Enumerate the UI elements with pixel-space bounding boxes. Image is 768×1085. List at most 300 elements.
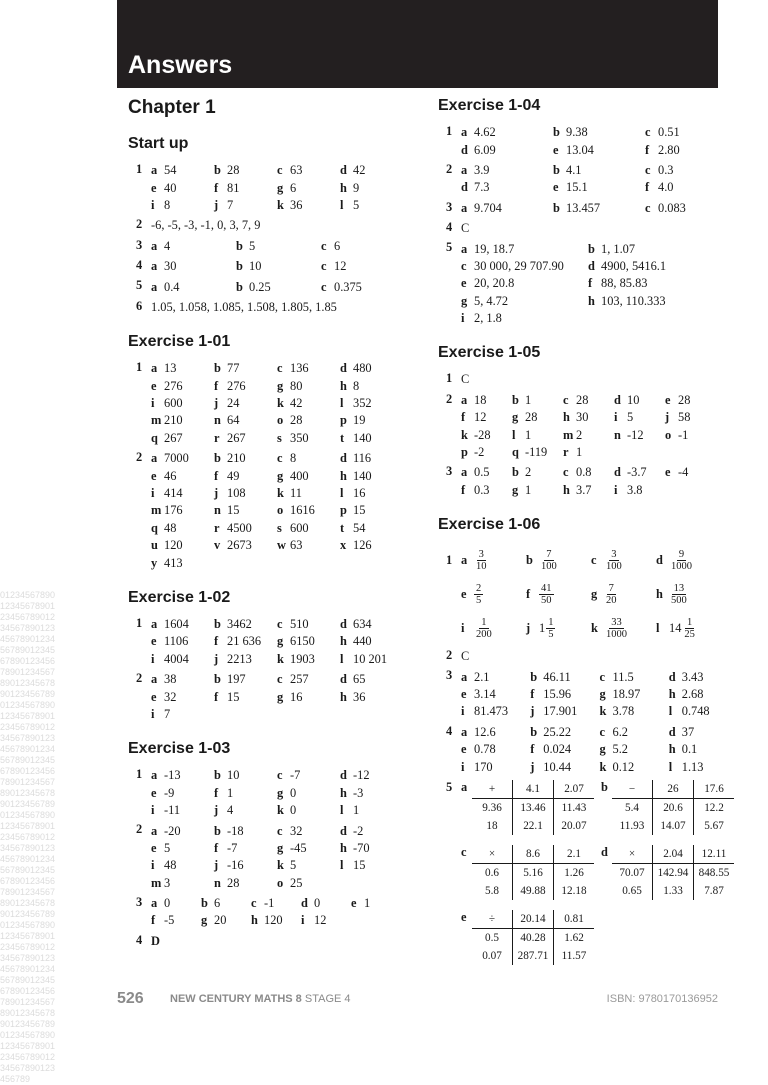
part-label: g — [277, 468, 284, 483]
operation-table — [612, 845, 734, 900]
answer-item — [151, 841, 214, 856]
answer-text: 1.05, 1.058, 1.085, 1.508, 1.805, 1.85 — [151, 299, 337, 314]
question-1 — [438, 124, 738, 159]
table-cell: 1.26 — [554, 863, 595, 882]
answer-item — [151, 259, 236, 274]
part-label: n — [214, 413, 221, 428]
answer-item — [151, 913, 201, 928]
fraction — [474, 617, 494, 640]
answer-row — [461, 258, 738, 275]
part-label: e — [461, 276, 467, 291]
page-title: Answers — [128, 51, 233, 79]
part-label: s — [277, 520, 282, 535]
answer-row — [151, 802, 423, 819]
answer-item — [277, 824, 340, 839]
answer-item — [151, 824, 214, 839]
answer-item — [151, 672, 214, 687]
answer-item — [151, 896, 201, 911]
part-label: g — [201, 913, 208, 928]
answer-row — [461, 200, 738, 217]
answer-item — [669, 760, 738, 775]
question-1 — [128, 767, 423, 819]
part-label: i — [301, 913, 305, 928]
answer-row — [461, 686, 738, 703]
answer-item — [461, 163, 553, 178]
answer-item — [351, 896, 401, 911]
operation-table — [472, 780, 594, 835]
part-value: 3.7 — [576, 482, 592, 497]
part-value: 40 — [164, 180, 177, 195]
part-value: 12.6 — [474, 724, 496, 739]
part-label: a — [151, 896, 158, 911]
part-value: -13 — [164, 768, 181, 783]
answer-row — [461, 293, 738, 310]
part-value: 13 — [164, 361, 177, 376]
answer-item — [645, 163, 737, 178]
answer-item — [151, 181, 214, 196]
part-label: i — [461, 311, 465, 326]
answer-item — [214, 486, 277, 501]
question-number: 3 — [446, 668, 453, 683]
part-value: 4 — [227, 803, 234, 818]
answer-row — [151, 895, 423, 912]
part-label: e — [151, 840, 157, 855]
answer-item — [340, 469, 403, 484]
part-label: l — [668, 704, 673, 719]
answer-item — [588, 259, 715, 274]
part-value: 2, 1.8 — [474, 311, 502, 326]
section-exercise-1-01 — [128, 332, 423, 572]
part-value: 400 — [290, 468, 309, 483]
answer-item — [563, 428, 614, 443]
answer-item — [340, 181, 403, 196]
question-number: 4 — [446, 723, 453, 738]
answer-item — [461, 465, 512, 480]
part-label: k — [461, 427, 468, 442]
table-row — [472, 798, 594, 817]
table-cell: 0.07 — [472, 947, 513, 965]
part-label: h — [340, 785, 347, 800]
answer-row — [461, 668, 738, 685]
table-cell: 848.55 — [694, 863, 735, 882]
question-number: 1 — [136, 767, 143, 782]
part-label: e — [151, 785, 157, 800]
answer-item — [512, 465, 563, 480]
answer-row — [461, 141, 738, 158]
question-2 — [128, 217, 423, 234]
part-label: e — [151, 180, 157, 195]
part-label: a — [151, 823, 158, 838]
part-value: 1 — [364, 896, 371, 911]
answer-item — [151, 858, 214, 873]
part-value: 1 — [525, 392, 532, 407]
page-number: 526 — [117, 990, 144, 1007]
denominator: 200 — [476, 628, 492, 640]
answer-row — [151, 706, 423, 723]
answer-row — [461, 758, 738, 775]
part-label: f — [645, 180, 650, 195]
answer-row — [151, 378, 423, 395]
part-label: b — [236, 279, 243, 294]
answer-row — [151, 875, 423, 892]
part-value: 3.8 — [627, 482, 643, 497]
answer-row — [151, 467, 423, 484]
part-label: f — [214, 785, 219, 800]
part-label: g — [591, 586, 598, 601]
part-label: g — [461, 293, 468, 308]
part-value: 64 — [227, 413, 240, 428]
answer-item — [340, 396, 403, 411]
fraction-answer — [461, 549, 526, 572]
part-value: 510 — [290, 617, 309, 631]
answer-item — [214, 469, 277, 484]
answer-row — [151, 162, 423, 179]
answer-item — [340, 858, 403, 873]
question-4 — [438, 724, 738, 776]
answer-row — [151, 912, 423, 929]
part-label: h — [668, 687, 676, 701]
answer-item — [201, 896, 251, 911]
answer-item — [512, 428, 563, 443]
answer-item — [151, 690, 214, 705]
answer-item — [214, 451, 277, 466]
part-value: 0.4 — [164, 279, 180, 294]
answer-row — [151, 633, 423, 650]
question-number: 2 — [446, 648, 453, 663]
question-number: 3 — [446, 464, 453, 479]
answer-item — [530, 725, 599, 740]
question-number: 5 — [446, 779, 453, 794]
section-exercise-1-06 — [438, 515, 738, 965]
part-value: 8 — [290, 451, 297, 466]
answer-item — [277, 786, 340, 801]
part-label: a — [151, 672, 158, 687]
table-cell: 70.07 — [612, 863, 653, 882]
part-label: s — [277, 430, 282, 445]
part-value: 6 — [214, 896, 221, 911]
part-label: a — [461, 552, 468, 567]
answer-item — [277, 672, 340, 687]
answer-row — [151, 671, 423, 688]
answer-item — [277, 617, 340, 632]
part-label: h — [668, 742, 676, 757]
part-label: l — [668, 759, 673, 774]
numerator: 1 — [481, 616, 487, 628]
answer-item — [151, 451, 214, 466]
part-label: i — [151, 803, 155, 818]
part-value: 10 — [249, 259, 262, 274]
part-label: l — [340, 803, 344, 818]
answer-row — [151, 258, 423, 275]
part-label: d — [340, 361, 347, 376]
question-number: 2 — [136, 822, 143, 837]
answer-row — [151, 767, 423, 784]
fraction-answer — [656, 583, 721, 606]
part-value: 88, 85.83 — [601, 276, 648, 291]
part-value: 5 — [164, 840, 171, 855]
table-cell: 49.88 — [513, 882, 554, 900]
answer-item — [151, 652, 214, 667]
table-row — [472, 863, 594, 882]
part-value: 267 — [164, 430, 183, 445]
part-label: e — [665, 392, 671, 407]
answer-row — [151, 520, 423, 537]
denominator: 50 — [541, 594, 552, 606]
part-label: d — [656, 552, 663, 567]
part-label: d — [614, 392, 621, 407]
table-header-row — [472, 780, 594, 799]
part-value: 42 — [353, 163, 366, 178]
table-header-row — [612, 780, 734, 799]
part-label: l — [340, 396, 344, 411]
part-label: i — [461, 704, 465, 719]
part-value: 1.13 — [681, 759, 704, 774]
part-label: c — [563, 392, 569, 407]
denominator: 500 — [671, 594, 687, 606]
answer-item — [151, 486, 214, 501]
page-footer — [117, 990, 718, 1010]
part-value: 15 — [227, 689, 240, 704]
answer-item — [669, 687, 738, 702]
part-label: g — [512, 482, 519, 497]
part-label: a — [461, 724, 468, 739]
part-label: a — [461, 125, 468, 140]
answer-item — [340, 521, 403, 536]
answer-item — [277, 768, 340, 783]
answer-item — [277, 451, 340, 466]
part-label: r — [563, 445, 569, 460]
header-cell: 2.1 — [567, 847, 581, 860]
part-label: e — [553, 180, 559, 195]
answer-item — [614, 428, 665, 443]
answer-item — [214, 538, 277, 553]
part-value: 28 — [227, 163, 240, 178]
part-value: 0.1 — [681, 742, 698, 757]
answer-item — [151, 617, 214, 632]
operation-table — [472, 845, 594, 900]
numerator: 1 — [548, 616, 554, 628]
answer-row — [461, 444, 738, 461]
part-value: -3.7 — [627, 465, 647, 480]
part-value: 414 — [164, 486, 183, 501]
answer-item — [340, 768, 403, 783]
answer-item — [563, 445, 614, 460]
answer-row — [461, 124, 738, 141]
fraction — [669, 583, 689, 606]
part-label: f — [526, 586, 531, 601]
answer-row — [151, 502, 423, 519]
part-value: -20 — [164, 823, 181, 838]
answer-item — [214, 803, 277, 818]
table-cell: 12.18 — [561, 884, 587, 897]
part-label: f — [645, 142, 650, 157]
question-number: 3 — [136, 894, 143, 909]
part-label: f — [530, 687, 535, 701]
answer-item — [669, 742, 738, 757]
part-value: 103, 110.333 — [601, 293, 666, 308]
part-value: 77 — [227, 361, 240, 376]
table-row — [472, 947, 594, 965]
denominator: 1000 — [671, 560, 692, 572]
part-value: 17.901 — [543, 704, 578, 719]
answer-text: C — [461, 221, 470, 236]
part-label: l — [340, 197, 344, 212]
table-pair — [461, 845, 738, 900]
part-label: i — [614, 482, 618, 497]
table-header-row — [612, 845, 734, 864]
part-label: b — [214, 768, 221, 783]
part-value: 5, 4.72 — [474, 293, 509, 308]
part-label: b — [526, 552, 533, 567]
denominator: 1000 — [606, 628, 627, 640]
answer-item — [512, 393, 563, 408]
part-label: c — [277, 823, 283, 838]
answer-row — [151, 822, 423, 839]
answer-item — [588, 294, 715, 309]
answer-item — [340, 634, 403, 649]
table-header-row — [472, 845, 594, 864]
answer-row — [461, 426, 738, 443]
answer-item — [277, 652, 340, 667]
part-label: d — [301, 896, 308, 911]
answer-item — [277, 858, 340, 873]
fraction — [669, 549, 694, 572]
part-label: h — [340, 689, 347, 704]
answer-row — [151, 688, 423, 705]
question-1 — [128, 360, 423, 447]
part-label: d — [461, 180, 468, 195]
part-label: c — [277, 672, 283, 687]
part-label: g — [599, 742, 606, 757]
answer-item — [340, 361, 403, 376]
answer-item — [340, 413, 403, 428]
part-value: 12 — [334, 259, 347, 274]
part-value: 1903 — [290, 651, 315, 666]
answer-item — [553, 125, 645, 140]
table-cell: 5.16 — [513, 863, 554, 882]
part-label: f — [214, 840, 219, 855]
question-number: 4 — [136, 932, 143, 947]
answer-item — [665, 393, 716, 408]
book-title-name: NEW CENTURY MATHS 8 — [170, 993, 302, 1005]
question-number: 4 — [446, 219, 453, 234]
header-cell: 17.6 — [704, 782, 724, 795]
part-value: 6 — [334, 238, 341, 253]
part-value: 54 — [353, 520, 366, 535]
part-value: 1 — [576, 445, 583, 460]
part-value: 7 — [227, 197, 234, 212]
operation-table — [612, 780, 734, 835]
question-6 — [128, 299, 423, 316]
answer-item — [669, 670, 738, 685]
part-label: e — [461, 586, 467, 601]
part-value: -18 — [227, 823, 244, 838]
part-label: m — [151, 413, 162, 428]
part-value: 46.11 — [543, 669, 571, 684]
operator-cell: − — [612, 780, 653, 799]
part-label: d — [340, 672, 347, 687]
answer-item — [669, 704, 738, 719]
part-label: w — [277, 538, 286, 553]
part-label: g — [599, 687, 606, 701]
part-value: 600 — [164, 396, 183, 411]
answer-item — [512, 483, 563, 498]
answer-item — [614, 410, 665, 425]
fraction-answer — [591, 549, 656, 572]
table-cell: 11.93 — [612, 817, 653, 835]
part-label: b — [214, 672, 221, 687]
table-cell: 20.07 — [561, 819, 587, 832]
question-3 — [128, 238, 423, 255]
part-label: j — [214, 803, 219, 818]
part-label: y — [151, 555, 158, 570]
answer-item — [151, 634, 214, 649]
part-value: 13.04 — [566, 142, 594, 157]
numerator: 13 — [673, 582, 685, 594]
table-cell: 40.28 — [513, 928, 554, 947]
answer-item — [512, 445, 563, 460]
answer-item — [236, 259, 321, 274]
answer-row — [461, 162, 738, 179]
part-value: 9.704 — [474, 200, 502, 215]
section-title: Exercise 1-05 — [438, 344, 541, 362]
question-2 — [438, 648, 738, 665]
table-cell: 22.1 — [513, 817, 554, 835]
part-value: 1106 — [164, 634, 189, 649]
answer-item — [151, 707, 214, 722]
part-value: 21 636 — [227, 634, 262, 649]
fraction — [474, 549, 489, 572]
answer-item — [151, 521, 214, 536]
answer-item — [236, 280, 321, 295]
header-cell: 12.11 — [701, 847, 727, 860]
part-label: k — [277, 486, 284, 501]
answer-item — [665, 428, 716, 443]
part-value: 5.2 — [612, 742, 628, 757]
part-label: k — [277, 858, 284, 873]
table-cell: 11.43 — [554, 798, 595, 817]
part-label: h — [340, 180, 347, 195]
part-label: b — [553, 200, 560, 215]
answer-item — [461, 276, 588, 291]
part-label: b — [601, 779, 608, 794]
part-label: c — [321, 238, 327, 253]
table-pair — [461, 910, 738, 965]
part-value: -12 — [353, 768, 370, 783]
answer-item — [151, 198, 214, 213]
answer-item — [461, 704, 530, 719]
section-exercise-1-02 — [128, 588, 423, 723]
part-value: 4 — [164, 238, 171, 253]
answer-item — [461, 143, 553, 158]
part-value: 9 — [353, 180, 360, 195]
part-value: 58 — [678, 410, 691, 425]
part-label: k — [277, 396, 284, 411]
part-value: 0.375 — [334, 279, 362, 294]
answer-item — [151, 469, 214, 484]
answer-item — [214, 824, 277, 839]
answer-row — [151, 554, 423, 571]
answer-item — [614, 483, 665, 498]
part-value: 10 — [627, 392, 640, 407]
answer-item — [214, 163, 277, 178]
part-label: j — [526, 620, 531, 635]
part-value: 4.1 — [566, 162, 582, 177]
numerator: 3 — [611, 548, 617, 560]
part-label: f — [214, 378, 219, 393]
part-label: d — [340, 451, 347, 466]
part-value: 276 — [227, 378, 246, 393]
